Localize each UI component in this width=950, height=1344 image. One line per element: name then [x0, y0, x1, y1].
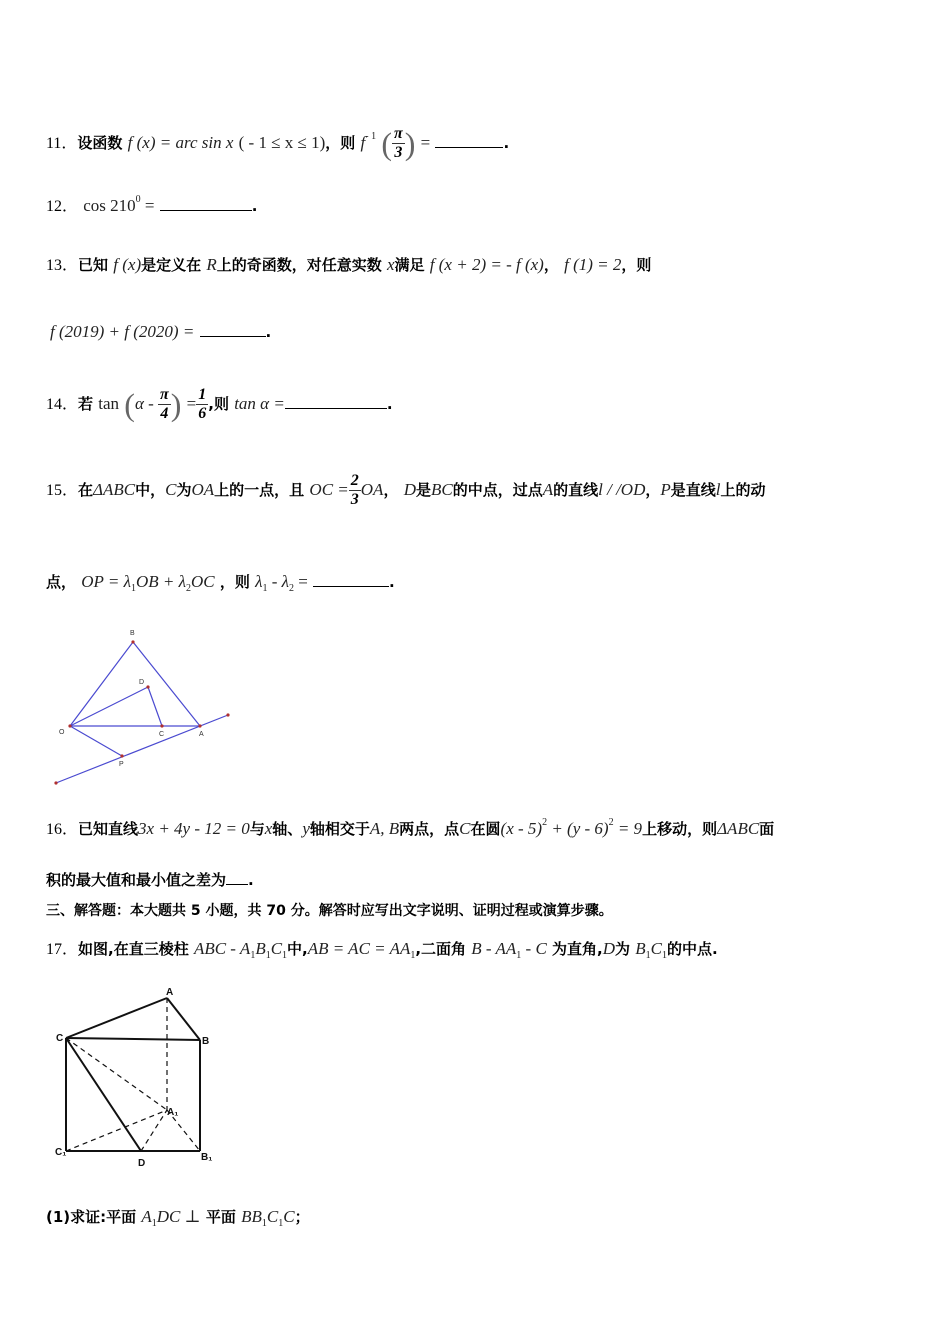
label-d: D: [138, 1158, 146, 1169]
question-15-line2: 点， OP = $\lambda_1OB + \lambda_2OC$ ，则 $\lambda_1 - \lambda_2$ = .: [46, 572, 395, 594]
one-sixth: $\frac{1}{6}$: [198, 386, 207, 422]
label-d: D: [139, 679, 145, 686]
question-13-line2: f (2019) + f (2020) = .: [50, 322, 272, 341]
label-b1: B₁: [201, 1152, 213, 1163]
figure-prism: [50, 985, 240, 1170]
label-a: A: [166, 987, 174, 998]
segment-ob: [70, 642, 133, 726]
label-b: B: [130, 630, 135, 637]
answer-blank[interactable]: [200, 322, 266, 337]
answer-blank[interactable]: [226, 870, 248, 885]
segment-op: [70, 726, 122, 756]
label-b: B: [202, 1036, 210, 1047]
label-o: O: [59, 729, 65, 736]
answer-blank[interactable]: [313, 572, 389, 587]
segment-dc: [148, 687, 162, 726]
label-c: C: [56, 1033, 64, 1044]
section-3-heading: 三、解答题：本大题共 5 小题，共 70 分。解答时应写出文字说明、证明过程或演算步骤。: [46, 903, 613, 919]
line-l: [56, 715, 228, 783]
segment-od: [70, 687, 148, 726]
question-14: 14．若 tan (α - $\frac{\pi}{4}$ ) = $\frac{1}{6}$ ,则 tan α = .: [46, 386, 393, 423]
label-c1: C₁: [55, 1147, 67, 1158]
answer-blank[interactable]: [435, 133, 503, 148]
two-thirds: $\frac{2}{3}$: [350, 472, 359, 508]
answer-blank[interactable]: [160, 196, 252, 211]
pi-over-3: $\frac{\pi}{3}$: [394, 125, 403, 161]
question-17: 17．如图,在直三棱柱 ABC - $A_1B_1C_1$中,AB = AC = $AA_1$,二面角 B - $AA_1$ - C 为直角,D为 $B_1C_1$的中点.: [46, 939, 718, 961]
question-13: 13．已知 f (x)是定义在 R上的奇函数，对任意实数 x满足 f (x + 2) = - f (x)， f (1) = 2，则: [46, 255, 652, 274]
figure-triangle-oab: [50, 625, 250, 795]
question-11: 11．设函数 f (x) = arc sin x ( - 1 ≤ x ≤ 1)，则 $f^{- 1}$ ( $\frac{\pi}{3}$ ) = .: [46, 125, 510, 162]
question-12: 12． $\cos 210^0$ = .: [46, 194, 258, 215]
label-a: A: [199, 731, 204, 738]
question-17-part-1: (1)求证:平面 $A_1DC$ ⊥ 平面 $BB_1C_1C$；: [46, 1207, 310, 1229]
answer-blank[interactable]: [285, 394, 387, 409]
label-c: C: [159, 731, 165, 738]
question-15: 15．在ΔABC中，C为OA上的一点，且 OC = $\frac{2}{3}$ OA， D是BC的中点，过点A的直线l / /OD，P是直线l上的动: [46, 472, 766, 508]
question-16-line2: 积的最大值和最小值之差为 .: [46, 871, 254, 889]
label-p: P: [119, 761, 124, 768]
pi-over-4: $\frac{\pi}{4}$: [160, 386, 169, 422]
question-16: 16．已知直线3x + 4y - 12 = 0与x轴、y轴相交于A, B两点，点C在圆(x - 5)$^2$ + (y - 6)$^2$ = 9上移动，则ΔABC面: [46, 817, 775, 838]
label-a1: A₁: [167, 1107, 179, 1118]
